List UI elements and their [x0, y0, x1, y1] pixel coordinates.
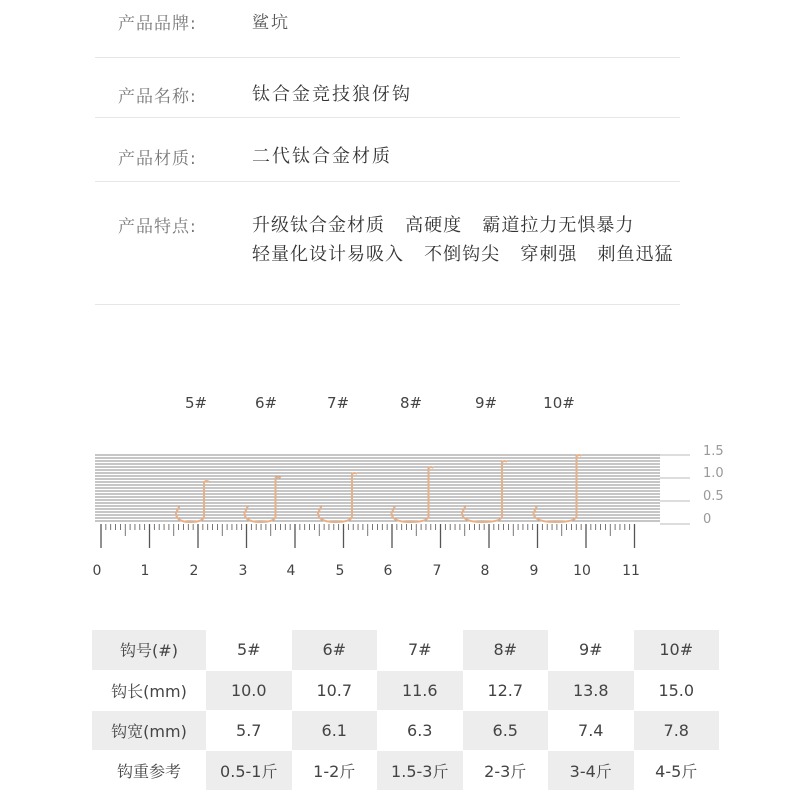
side-scale-1-5: 1.5: [703, 444, 724, 459]
table-cell: 0.5-1斤: [206, 750, 292, 790]
hook-image: [245, 478, 276, 522]
spec-material-label: 产品材质:: [118, 149, 197, 169]
spec-features-line-2: 轻量化设计易吸入 不倒钩尖 穿刺强 刺鱼迅猛: [252, 244, 674, 265]
table-cell: 11.6: [377, 670, 463, 710]
spec-material-value: 二代钛合金材质: [252, 146, 392, 167]
hook-size-6: 6#: [254, 394, 278, 412]
hook-board-stripes: [95, 455, 660, 521]
spec-features-label: 产品特点:: [118, 217, 197, 237]
hook-eye: [429, 467, 434, 468]
table-cell: 15.0: [634, 670, 720, 710]
spec-brand-value: 鲨坑: [252, 13, 290, 33]
ruler-number: 4: [286, 563, 296, 579]
table-row-width: [92, 710, 719, 750]
ruler-ticks: [101, 524, 635, 548]
table-cell: 2-3斤: [463, 750, 549, 790]
table-cell: 9#: [548, 630, 634, 670]
hook-image: [462, 462, 502, 522]
table-cell: 7.4: [548, 710, 634, 750]
ruler-number: 11: [622, 563, 640, 579]
ruler-number: 10: [573, 563, 591, 579]
hook-eye: [577, 455, 582, 456]
hook-size-8: 8#: [399, 394, 423, 412]
hook-size-7: 7#: [326, 394, 350, 412]
hook-size-9: 9#: [474, 394, 498, 412]
side-scale-0-5: 0.5: [703, 489, 724, 504]
table-cell: 12.7: [463, 670, 549, 710]
ruler-number: 5: [335, 563, 345, 579]
hook-image: [318, 474, 352, 522]
hook-board-side-scale-ticks: [660, 455, 690, 524]
table-cell: 10.7: [292, 670, 378, 710]
ruler-number: 9: [529, 563, 539, 579]
ruler-number: 0: [92, 563, 102, 579]
table-cell: 1.5-3斤: [377, 750, 463, 790]
spec-brand-label: 产品品牌:: [118, 14, 197, 34]
spec-name-label: 产品名称:: [118, 87, 197, 107]
ruler-number: 8: [480, 563, 490, 579]
table-cell: 10#: [634, 630, 720, 670]
ruler-number: 3: [238, 563, 248, 579]
hook-image: [392, 468, 429, 522]
table-row-weight: [92, 750, 719, 790]
hook-eye: [204, 481, 209, 482]
hook-size-5: 5#: [184, 394, 208, 412]
table-cell: 13.8: [548, 670, 634, 710]
table-cell: 10.0: [206, 670, 292, 710]
divider: [95, 117, 680, 118]
table-cell: 6.3: [377, 710, 463, 750]
hook-image: [534, 456, 577, 522]
hook-images: [176, 455, 582, 522]
hook-eye: [352, 473, 357, 474]
table-cell: 1-2斤: [292, 750, 378, 790]
table-cell: 6#: [292, 630, 378, 670]
spec-name-value: 钛合金竞技狼伢钩: [252, 84, 412, 105]
table-row-label: 钩宽(mm): [92, 710, 206, 750]
table-cell: 6.1: [292, 710, 378, 750]
table-cell: 5#: [206, 630, 292, 670]
table-header-row: [92, 630, 719, 670]
hook-spec-table: [92, 630, 719, 791]
hook-eye: [276, 477, 281, 478]
divider: [95, 181, 680, 182]
table-cell: 3-4斤: [548, 750, 634, 790]
table-row-length: [92, 670, 719, 710]
ruler-number: 6: [383, 563, 393, 579]
hook-eye: [502, 461, 507, 462]
table-row-label: 钩号(#): [92, 630, 206, 670]
table-cell: 8#: [463, 630, 549, 670]
divider: [95, 57, 680, 58]
hook-size-10: 10#: [543, 394, 575, 412]
table-cell: 5.7: [206, 710, 292, 750]
ruler-number: 7: [432, 563, 442, 579]
table-cell: 7.8: [634, 710, 720, 750]
side-scale-0: 0: [703, 512, 712, 527]
table-cell: 6.5: [463, 710, 549, 750]
ruler-number: 2: [189, 563, 199, 579]
side-scale-1-0: 1.0: [703, 466, 724, 481]
divider: [95, 304, 680, 305]
table-row-label: 钩重参考: [92, 750, 206, 790]
table-cell: 7#: [377, 630, 463, 670]
spec-features-line-1: 升级钛合金材质 高硬度 霸道拉力无惧暴力: [252, 215, 635, 236]
table-cell: 4-5斤: [634, 750, 720, 790]
ruler-number: 1: [140, 563, 150, 579]
table-row-label: 钩长(mm): [92, 670, 206, 710]
hook-image: [176, 482, 204, 522]
